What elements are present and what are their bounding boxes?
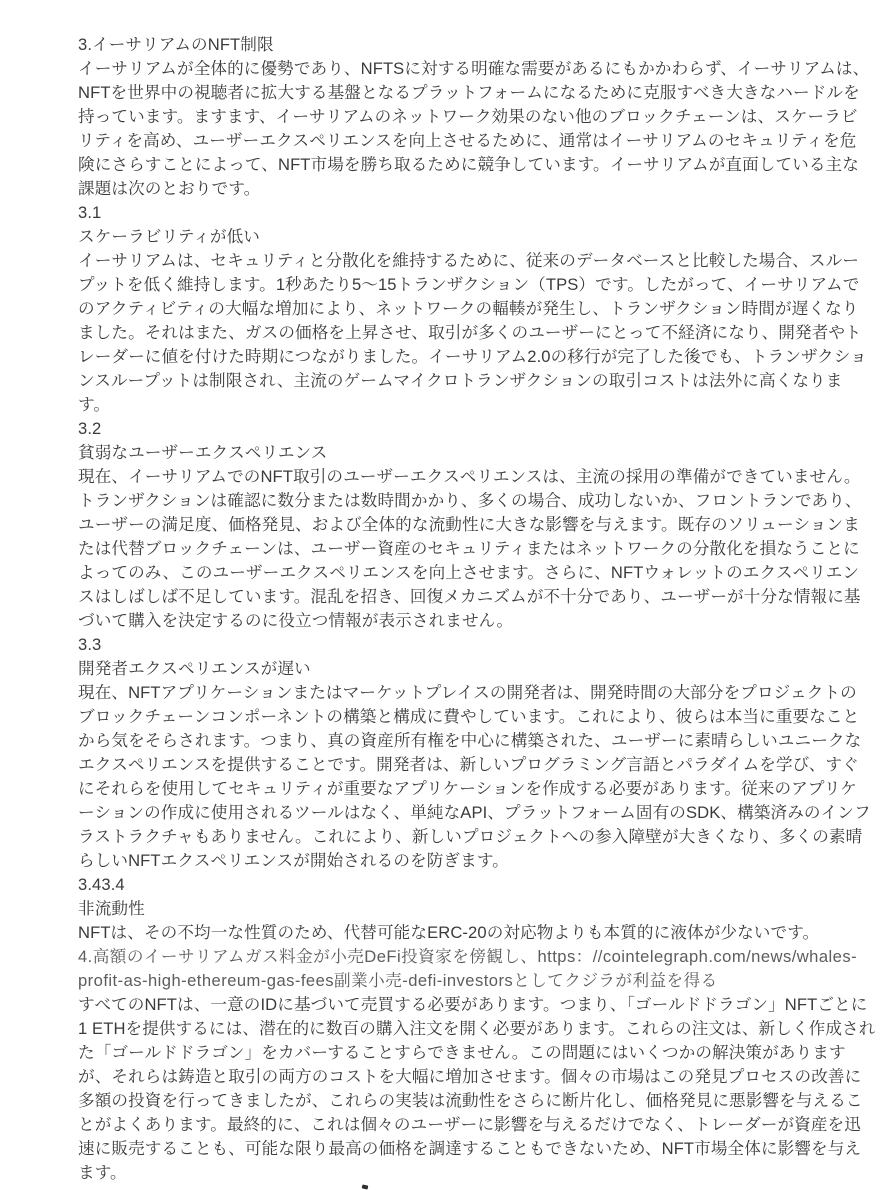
text-line: 3.1	[78, 203, 102, 222]
document-body	[78, 33, 884, 1185]
text-line: レーダーに値を付けた時期につながりました。イーサリアム2.0の移行が完了した後でも、トランザクショ	[78, 347, 867, 366]
text-line: 1 ETHを提供するには、潜在的に数百の購入注文を開く必要があります。これらの注文は、新しく作成され	[78, 1019, 876, 1038]
text-line: から気をそらされます。つまり、真の資産所有権を中心に構築された、ユーザーに素晴らしいユニークな	[78, 731, 862, 750]
text-line: が、それらは鋳造と取引の両方のコストを大幅に増加させます。個々の市場はこの発見プロセスの改善に	[78, 1067, 862, 1086]
text-line: 貧弱なユーザーエクスペリエンス	[78, 443, 328, 462]
text-line: ーションの作成に使用されるツールはなく、単純なAPI、プラットフォーム固有のSDK、構築済みのインフ	[78, 803, 871, 822]
text-line: 速に販売することも、可能な限り最高の価格を調達することもできないため、NFT市場全体に影響を与え	[78, 1139, 862, 1158]
text-line: たは代替ブロックチェーンは、ユーザー資産のセキュリティまたはネットワークの分散化を損なうことに	[78, 539, 860, 558]
text-line: た「ゴールドドラゴン」をカバーすることすらできません。この問題にはいくつかの解決策があります	[78, 1043, 846, 1062]
text-line: すべてのNFTは、一意のIDに基づいて売買する必要があります。つまり、「ゴールドドラゴン」NFTごとに	[78, 995, 868, 1014]
text-line: profit-as-high-ethereum-gas-fees副業小売-defi-investorsとしてクジラが利益を得る	[78, 971, 718, 990]
text-line: NFTは、その不均一な性質のため、代替可能なERC-20の対応物よりも本質的に液体が少ないです。	[78, 923, 820, 942]
text-line: 4.高額のイーサリアムガス料金が小売DeFi投資家を傍観し、https：//cointelegraph.com/news/whales-	[78, 947, 858, 966]
text-line: 課題は次のとおりです。	[78, 179, 261, 198]
text-line: 現在、NFTアプリケーションまたはマーケットプレイスの開発者は、開発時間の大部分をプロジェクトの	[78, 683, 857, 702]
text-line: す。	[78, 395, 111, 414]
text-line: 3.3	[78, 635, 102, 654]
text-line: 持っています。ますます、イーサリアムのネットワーク効果のない他のブロックチェーンは、スケーラビ	[78, 107, 858, 126]
text-line: トランザクションは確認に数分または数時間かかり、多くの場合、成功しないか、フロントランであり、	[78, 491, 862, 510]
text-line: エクスペリエンスを提供することです。開発者は、新しいプログラミング言語とパラダイムを学び、すぐ	[78, 755, 859, 774]
text-line: 開発者エクスペリエンスが遅い	[78, 659, 311, 678]
text-line: イーサリアムは、セキュリティと分散化を維持するために、従来のデータベースと比較した場合、スルー	[78, 251, 859, 270]
text-line: ブロックチェーンコンポーネントの構築と構成に費やしています。これにより、彼らは本当に重要なこと	[78, 707, 860, 726]
text-line: ユーザーの満足度、価格発見、および全体的な流動性に大きな影響を与えます。既存のソリューションま	[78, 515, 860, 534]
text-line: づいて購入を決定するのに役立つ情報が表示されません。	[78, 611, 514, 630]
text-line: ンスループットは制限され、主流のゲームマイクロトランザクションの取引コストは法外に高くなりま	[78, 371, 843, 390]
text-line: 3.43.4	[78, 875, 125, 894]
text-line: 3.2	[78, 419, 102, 438]
text-line: ます。	[78, 1163, 127, 1182]
text-line: 多額の投資を行ってきましたが、これらの実装は流動性をさらに断片化し、価格発見に悪影響を与えるこ	[78, 1091, 863, 1110]
text-line: ラストラクチャもありません。これにより、新しいプロジェクトへの参入障壁が大きくなり、多くの素晴	[78, 827, 863, 846]
text-line: にそれらを使用してセキュリティが重要なアプリケーションを作成する必要があります。従来のアプリケ	[78, 779, 857, 798]
text-line: スはしばしば不足しています。混乱を招き、回復メカニズムが不十分であり、ユーザーが十分な情報に基	[78, 587, 861, 606]
text-line: プットを低く維持します。1秒あたり5〜15トランザクション（TPS）です。したがって、イーサリアムで	[78, 275, 860, 294]
text-line: ました。それはまた、ガスの価格を上昇させ、取引が多くのユーザーにとって不経済になり、開発者やト	[78, 323, 862, 342]
text-line: とがよくあります。最終的に、これは個々のユーザーに影響を与えるだけでなく、トレーダーが資産を迅	[78, 1115, 861, 1134]
text-line: のアクティビティの大幅な増加により、ネットワークの輻輳が発生し、トランザクション時間が遅くなり	[78, 299, 859, 318]
text-line: 険にさらすことによって、NFT市場を勝ち取るために競争しています。イーサリアムが直面している主な	[78, 155, 859, 174]
text-line: よってのみ、このユーザーエクスペリエンスを向上させます。さらに、NFTウォレットのエクスペリエン	[78, 563, 860, 582]
text-line: 3.イーサリアムのNFT制限	[78, 35, 274, 54]
text-line: らしいNFTエクスペリエンスが開始されるのを防ぎます。	[78, 851, 509, 870]
text-line: スケーラビリティが低い	[78, 227, 260, 246]
text-line: 非流動性	[78, 899, 145, 918]
text-line: リティを高め、ユーザーエクスペリエンスを向上させるために、通常はイーサリアムのセキュリティを危	[78, 131, 857, 150]
text-line: NFTを世界中の視聴者に拡大する基盤となるプラットフォームになるために克服すべき大きなハードルを	[78, 83, 860, 102]
text-line: 現在、イーサリアムでのNFT取引のユーザーエクスペリエンスは、主流の採用の準備ができていません。	[78, 467, 861, 486]
text-line: イーサリアムが全体的に優勢であり、NFTSに対する明確な需要があるにもかかわらず、イーサリアムは、	[78, 59, 870, 78]
